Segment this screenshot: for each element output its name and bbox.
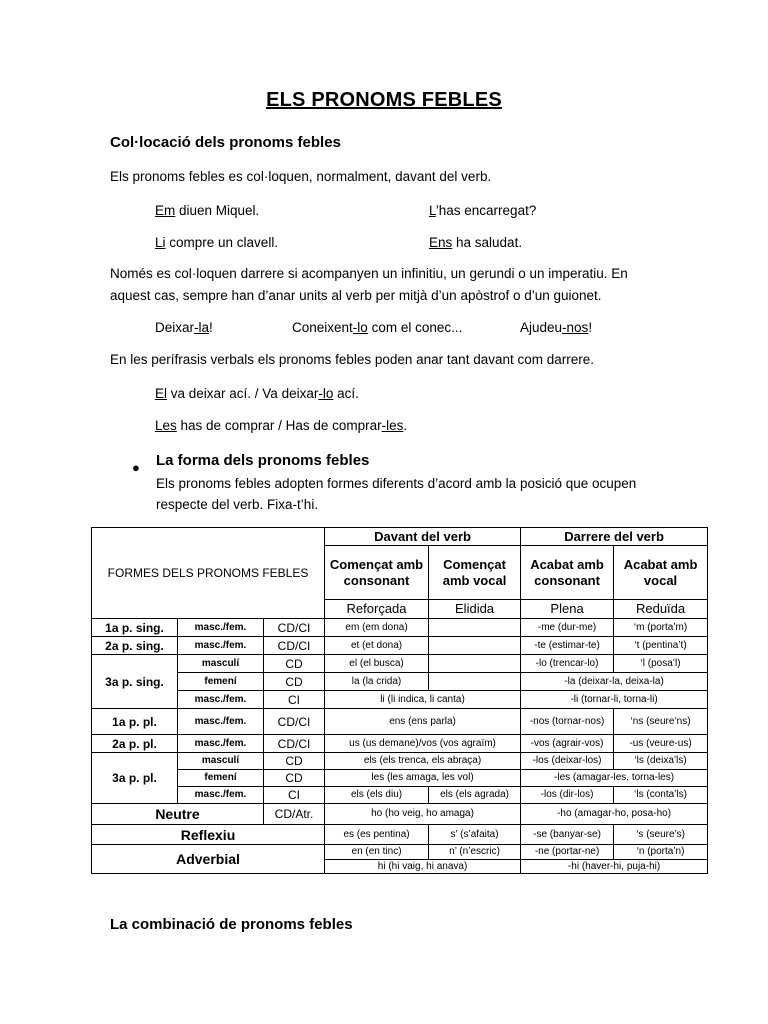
table-row: femení CD les (les amaga, les vol) -les (amagar-les, torna-les)	[92, 770, 708, 787]
table-row: 3a p. sing. masculí CD el (el busca) -lo (trencar-lo) ‘l (posa’l)	[92, 655, 708, 673]
bullet-icon: ●	[132, 460, 140, 475]
example-coneixent: Coneixent-lo com el conec...	[292, 320, 463, 335]
heading-forma: La forma dels pronoms febles	[156, 452, 370, 469]
table-row: Neutre CD/Atr. ho (ho veig, ho amaga) -ho (amagar-ho, posa-ho)	[92, 804, 708, 825]
example-li: Li compre un clavell.	[155, 235, 279, 250]
header-comencat-consonant: Començat amb consonant	[325, 546, 429, 600]
header-acabat-consonant: Acabat amb consonant	[521, 546, 614, 600]
example-ens: Ens ha saludat.	[429, 235, 523, 250]
pronoun: Li	[155, 235, 166, 250]
table-corner-header: FORMES DELS PRONOMS FEBLES	[92, 528, 325, 619]
table-row: masc./fem. CI li (li indica, li canta) -li (tornar-li, torna-li)	[92, 691, 708, 709]
example-em: Em diuen Miquel.	[155, 203, 260, 218]
example-deixar: Deixar-la!	[155, 320, 213, 335]
header-darrere: Darrere del verb	[521, 528, 708, 546]
paragraph-forma: Els pronoms febles adopten formes diferents d’acord amb la posició que ocupen respecte del verb. Fixa-t’hi.	[156, 476, 637, 512]
table-row: hi (hi vaig, hi anava) -hi (haver-hi, puja-hi)	[92, 860, 708, 874]
heading-collocacio: Col·locació dels pronoms febles	[110, 134, 341, 151]
header-acabat-vocal: Acabat amb vocal	[614, 546, 708, 600]
table-row: masc./fem. CI els (els diu) els (els agrada) -los (dir-los) ‘ls (conta’ls)	[92, 787, 708, 804]
table-row: Reflexiu es (es pentina) s’ (s’afaita) -se (banyar-se) ‘s (seure’s)	[92, 825, 708, 845]
page-title: ELS PRONOMS FEBLES	[266, 89, 502, 111]
table-row: 2a p. pl. masc./fem. CD/CI us (us demane)/vos (vos agraïm) -vos (agrair-vos) -us (veure-us)	[92, 735, 708, 753]
header-reforcada: Reforçada	[325, 600, 429, 619]
header-comencat-vocal: Començat amb vocal	[429, 546, 521, 600]
pronouns-table	[91, 527, 708, 874]
example-ajudeu: Ajudeu-nos!	[520, 320, 593, 335]
example-les: Les has de comprar / Has de comprar-les.	[155, 418, 408, 433]
header-elidida: Elidida	[429, 600, 521, 619]
header-plena: Plena	[521, 600, 614, 619]
table-row: 1a p. pl. masc./fem. CD/CI ens (ens parla) -nos (tornar-nos) ‘ns (seure’ns)	[92, 709, 708, 735]
example-l: L’has encarregat?	[429, 203, 537, 218]
header-reduida: Reduïda	[614, 600, 708, 619]
table-row: 3a p. pl. masculí CD els (els trenca, els abraça) -los (deixar-los) ‘ls (deixa’ls)	[92, 753, 708, 770]
paragraph-darrere: Només es col·loquen darrere si acompanyen un infinitiu, un gerundi o un imperatiu. En aquest cas, sempre han d’anar units al verb per mitjà d’un apòstrof o d’un guionet.	[110, 266, 628, 303]
table-row: Adverbial en (en tinc) n’ (n’escric) -ne (portar-ne) ‘n (porta’n)	[92, 845, 708, 860]
pronoun: Ens	[429, 235, 453, 250]
pronoun: Em	[155, 203, 176, 218]
pronoun: L	[429, 203, 436, 218]
paragraph-intro: Els pronoms febles es col·loquen, normalment, davant del verb.	[110, 169, 492, 184]
example-el: El va deixar ací. / Va deixar-lo ací.	[155, 386, 359, 401]
table-row: femení CD la (la crida) -la (deixar-la, deixa-la)	[92, 673, 708, 691]
header-davant: Davant del verb	[325, 528, 521, 546]
paragraph-perifrasis: En les perífrasis verbals els pronoms febles poden anar tant davant com darrere.	[110, 352, 595, 367]
table-row: 1a p. sing. masc./fem. CD/CI em (em dona) -me (dur-me) ‘m (porta’m)	[92, 619, 708, 637]
heading-combinacio: La combinació de pronoms febles	[110, 916, 353, 933]
table-row: 2a p. sing. masc./fem. CD/CI et (et dona) -te (estimar-te) ‘t (pentina’t)	[92, 637, 708, 655]
